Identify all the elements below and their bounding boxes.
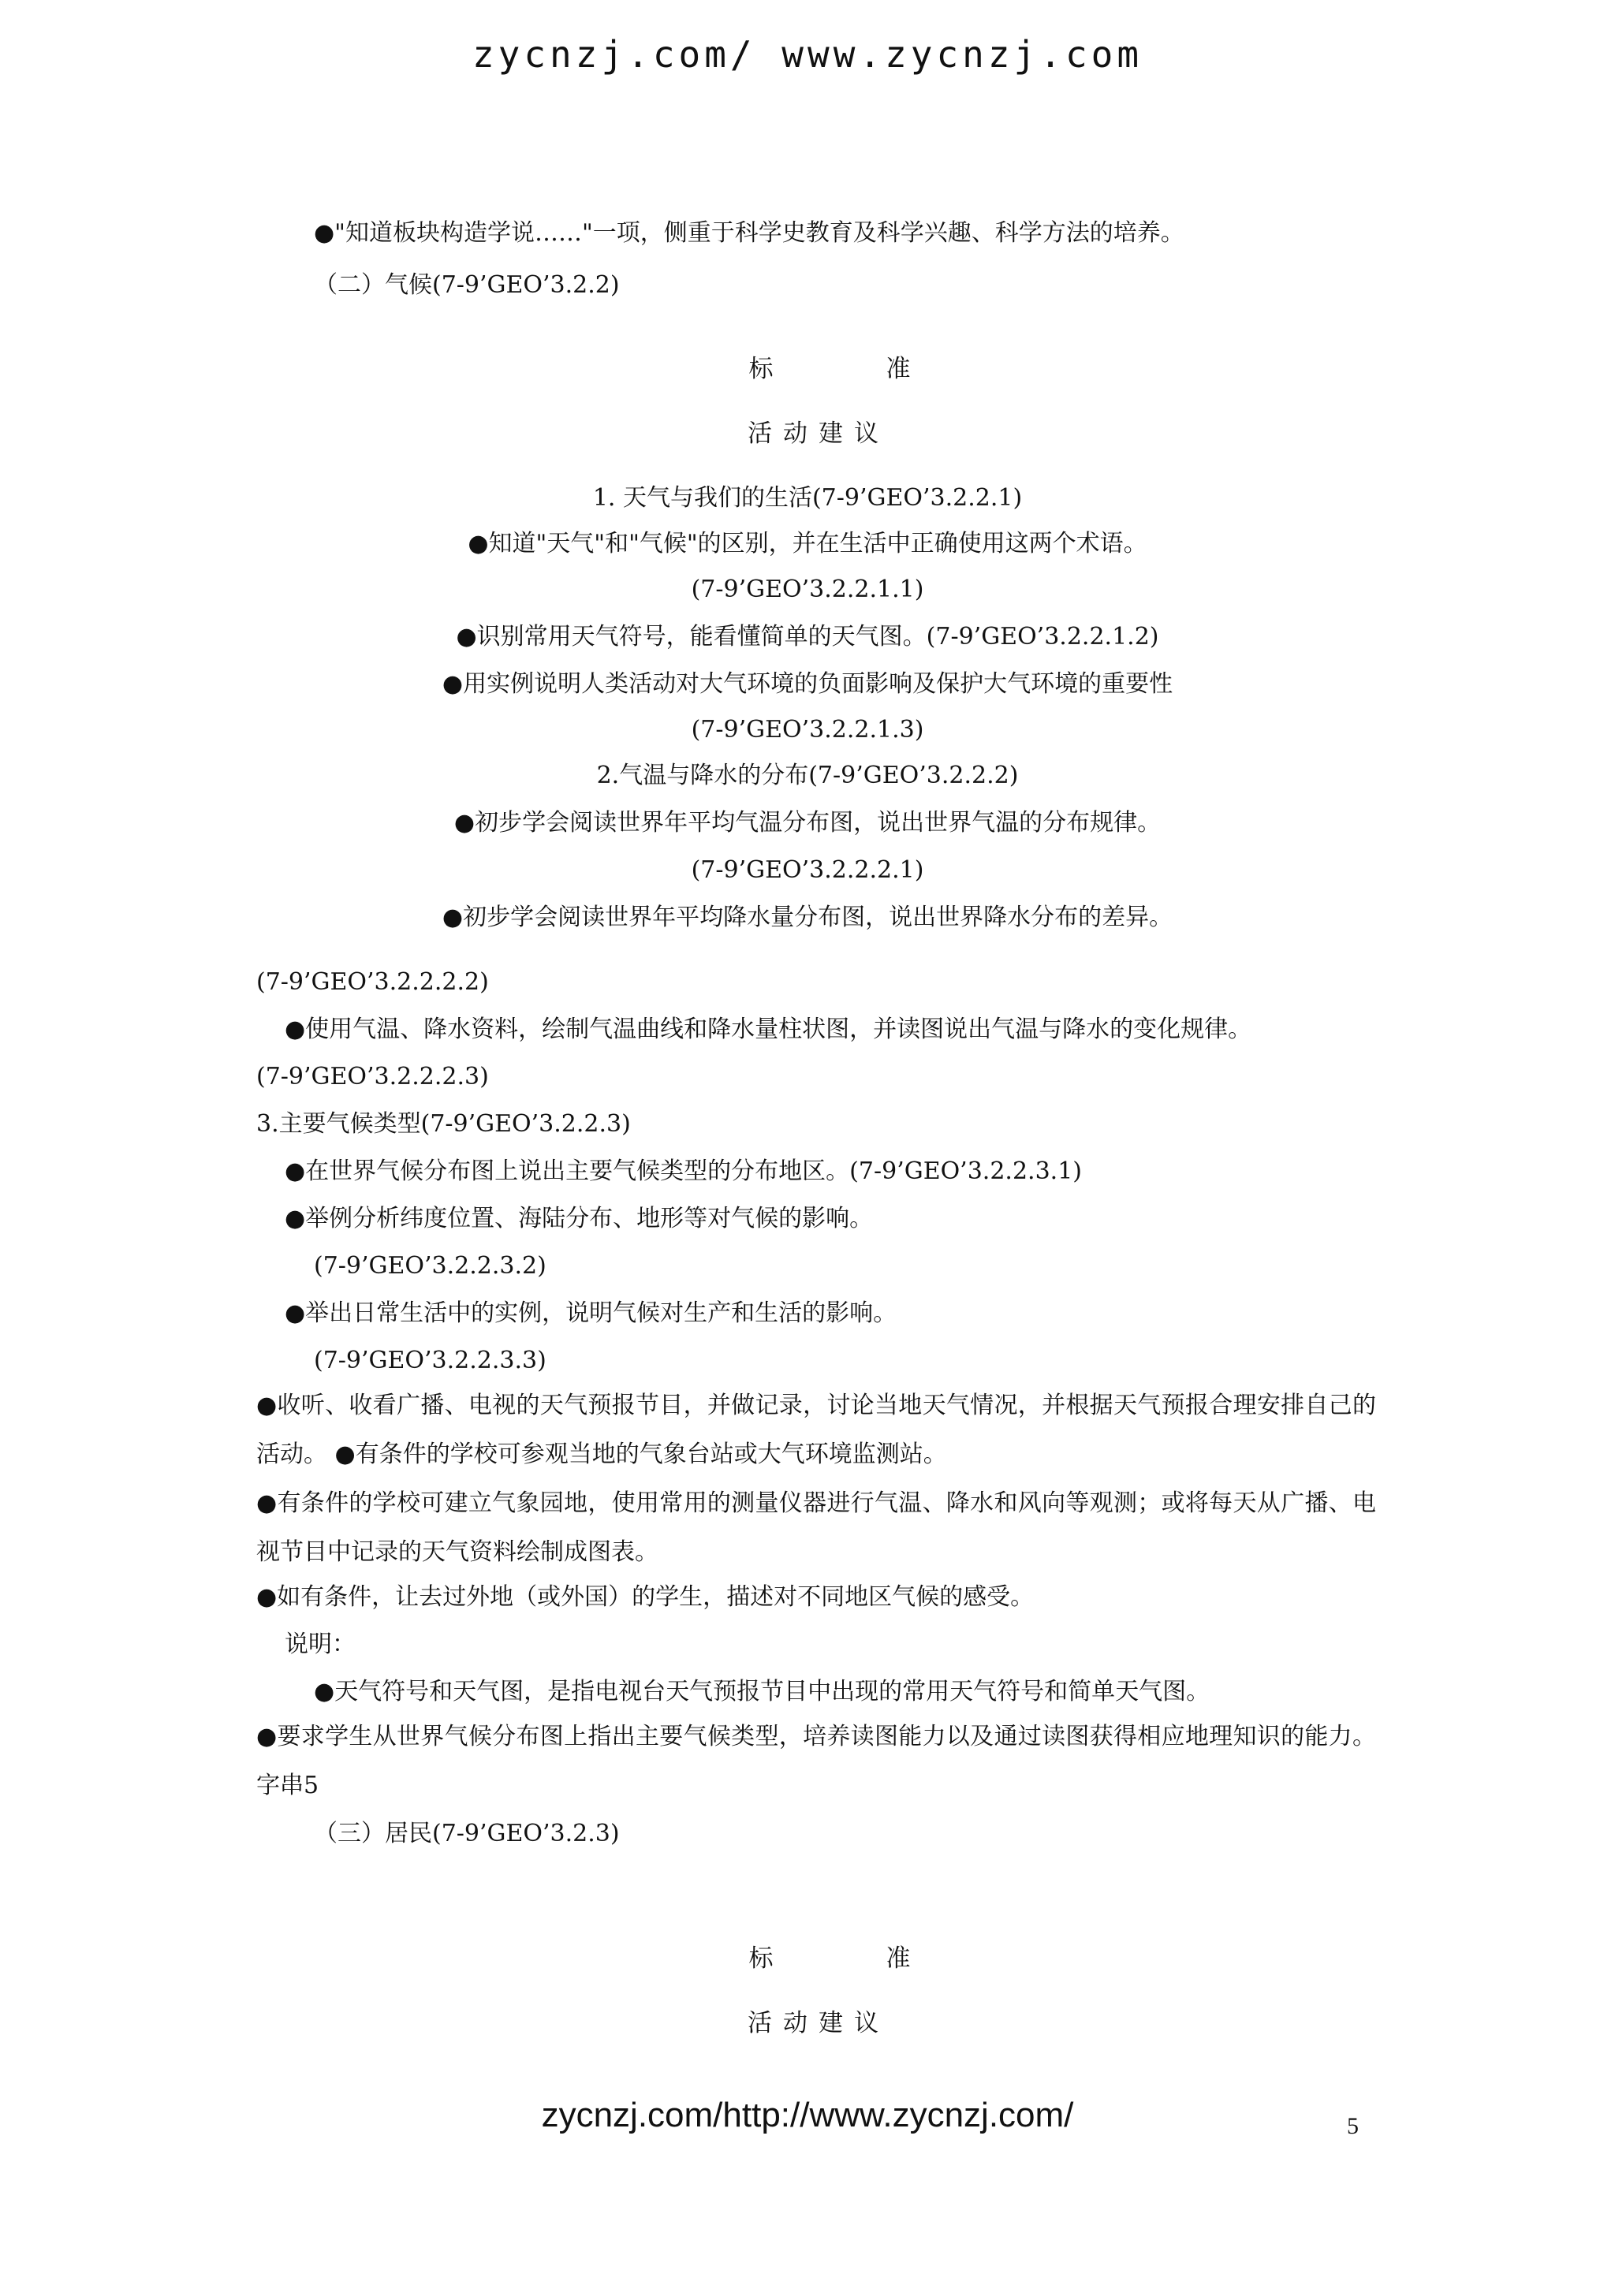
standard-code: (7-9’GEO’3.2.2.2.2) — [256, 968, 489, 996]
section-heading-residents: （三）居民(7-9’GEO’3.2.3) — [314, 1820, 620, 1847]
activity-climate-experience: ●如有条件，让去过外地（或外国）的学生，描述对不同地区气候的感受。 — [256, 1583, 1035, 1611]
standard-weather-climate-difference: ●知道"天气"和"气候"的区别，并在生活中正确使用这两个术语。 — [468, 530, 1147, 557]
page-number: 5 — [1347, 2113, 1359, 2139]
standard-climate-chart: ●使用气温、降水资料，绘制气温曲线和降水量柱状图，并读图说出气温与降水的变化规律。 — [285, 1016, 1252, 1043]
standard-code: (7-9’GEO’3.2.2.1.3) — [691, 716, 924, 744]
page-footer-watermark: zycnzj.com/http://www.zycnzj.com/ — [541, 2096, 1074, 2134]
column-heading-activity: 活动建议 — [748, 2009, 890, 2037]
standard-code: (7-9’GEO’3.2.2.3.3) — [314, 1347, 546, 1374]
standard-code: (7-9’GEO’3.2.2.2.3) — [256, 1063, 489, 1090]
subheading-climate-types: 3.主要气候类型(7-9’GEO’3.2.2.3) — [256, 1110, 631, 1138]
notes-label: 说明： — [285, 1631, 356, 1658]
note-weather-symbols: ●天气符号和天气图，是指电视台天气预报节目中出现的常用天气符号和简单天气图。 — [314, 1678, 1210, 1705]
note-climate-types: ●要求学生从世界气候分布图上指出主要气候类型，培养读图能力以及通过读图获得相应地理知识的能力。 字串5 — [256, 1723, 1376, 1799]
standard-code: (7-9’GEO’3.2.2.3.2) — [314, 1252, 546, 1280]
standard-climate-factors: ●举例分析纬度位置、海陆分布、地形等对气候的影响。 — [285, 1205, 874, 1232]
standard-weather-symbols: ●识别常用天气符号，能看懂简单的天气图。(7-9’GEO’3.2.2.1.2) — [456, 623, 1159, 650]
activity-weather-forecast: ●收听、收看广播、电视的天气预报节目，并做记录，讨论当地天气情况，并根据天气预报合理安排自己的活动。 ●有条件的学校可参观当地的气象台站或大气环境监测站。 — [256, 1392, 1376, 1468]
standard-climate-distribution: ●在世界气候分布图上说出主要气候类型的分布地区。(7-9’GEO’3.2.2.3.1) — [285, 1157, 1083, 1185]
column-heading-standard: 标 准 — [748, 355, 955, 383]
standard-temperature-map: ●初步学会阅读世界年平均气温分布图，说出世界气温的分布规律。 — [453, 809, 1162, 837]
section-heading-climate: （二）气候(7-9’GEO’3.2.2) — [314, 271, 620, 299]
subheading-temp-precip: 2.气温与降水的分布(7-9’GEO’3.2.2.2) — [596, 762, 1019, 789]
page-header-watermark: zycnzj.com/ www.zycnzj.com — [472, 33, 1143, 76]
standard-precipitation-map: ●初步学会阅读世界年平均降水量分布图，说出世界降水分布的差异。 — [442, 904, 1173, 931]
subheading-weather-life: 1. 天气与我们的生活(7-9’GEO’3.2.2.1) — [592, 484, 1023, 512]
activity-weather-station: ●有条件的学校可建立气象园地，使用常用的测量仪器进行气温、降水和风向等观测；或将每天从广播、电视节目中记录的天气资料绘制成图表。 — [256, 1489, 1376, 1566]
column-heading-activity: 活动建议 — [748, 419, 890, 448]
standard-code: (7-9’GEO’3.2.2.1.1) — [691, 576, 924, 603]
column-heading-standard: 标 准 — [748, 1944, 955, 1973]
bullet-plate-tectonics: ●"知道板块构造学说……"一项，侧重于科学史教育及科学兴趣、科学方法的培养。 — [314, 219, 1184, 247]
standard-human-impact: ●用实例说明人类活动对大气环境的负面影响及保护大气环境的重要性 — [442, 670, 1173, 698]
standard-climate-impact: ●举出日常生活中的实例，说明气候对生产和生活的影响。 — [285, 1299, 897, 1327]
standard-code: (7-9’GEO’3.2.2.2.1) — [691, 856, 924, 884]
